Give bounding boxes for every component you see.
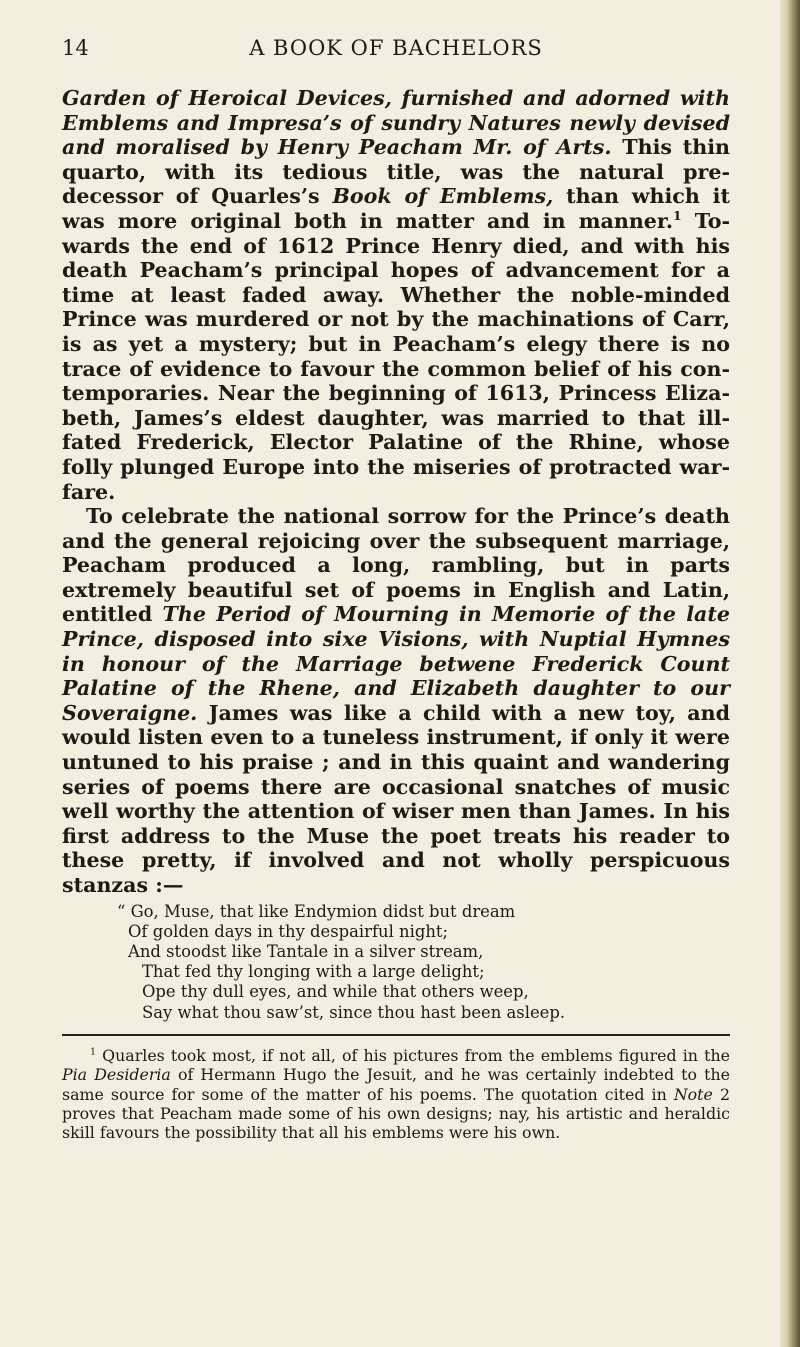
book-title-period-of-mourning: The Period of Mourning in Memorie of the late Prince, disposed into sixe Visions, with Nuptial Hymnes in honour of the Marriage betwene Frederick Count Palatine of the Rhene, and Elizabeth daughter to our Soveraigne.: [62, 602, 731, 725]
book-title-book-of-emblems: Book of Emblems,: [332, 184, 554, 209]
verse-line-1: “ Go, Muse, that like Endymion didst but dream: [117, 901, 516, 921]
paragraph-1-text-c: To-wards the end of 1612 Prince Henry died, and with his death Peacham’s principal hopes of advancement for a time at least faded away. Whether the noble-minded Prince was murdered or not by the machinations of Carr, is as yet a mystery; but in Peacham’s elegy there is no trace of evidence to favour the common belief of his con-temporaries. Near the beginning of 1613, Princess Eliza-beth, James’s eldest daughter, was married to that ill-fated Frederick, Elector Palatine of the Rhine, whose folly plunged Europe into the miseries of protracted war-fare.: [62, 208, 730, 504]
footnote-text-a: Quarles took most, if not all, of his pictures from the emblems figured in the: [96, 1045, 730, 1065]
paragraph-2-text-b: James was like a child with a new toy, and would listen even to a tuneless instrument, if only it were untuned to his praise ; and in this quaint and wandering series of poems there are occasional snatches of music well worthy the attention of wiser men than James. In his first address to the Muse the poet treats his reader to these pretty, if involved and not wholly perspicuous stanzas :—: [62, 700, 730, 897]
verse-line-4: That fed thy longing with a large delight;: [142, 962, 485, 982]
footnote-text-b: of Hermann Hugo the Jesuit, and he was certainly indebted to the same source for some of the matter of his poems. The quotation cited in: [62, 1065, 730, 1104]
page-header: [62, 30, 730, 70]
footnote-title-pia-desideria: Pia Desideria: [62, 1065, 171, 1085]
verse-line-2: Of golden days in thy despairful night;: [128, 921, 449, 941]
footnote-note-label: Note: [673, 1084, 713, 1104]
paragraph-1-text-b: than which it was more original both in matter and in manner.: [62, 184, 730, 233]
verse-line-5: Ope thy dull eyes, and while that others weep,: [142, 982, 529, 1002]
verse-line-6: Say what thou saw’st, since thou hast been asleep.: [142, 1002, 566, 1022]
paragraph-2-text-a: To celebrate the national sorrow for the Prince’s death and the general rejoicing over the subsequent marriage, Peacham produced a long, rambling, but in parts extremely beautiful set of poems in English and Latin, entitled: [62, 504, 730, 627]
footnote-reference: 1: [673, 208, 682, 224]
page-number: 14: [62, 36, 89, 60]
paragraph-1: [62, 86, 730, 504]
verse-line-3: And stoodst like Tantale in a silver stream,: [128, 942, 484, 961]
paragraph-1-text-a: This thin quarto, with its tedious title, was the natural pre-decessor of Quarles’s: [62, 135, 730, 209]
book-page: [62, 30, 730, 1143]
footnote-text-c: 2 proves that Peacham made some of his own designs; nay, his artistic and heraldic skill favours the possibility that all his emblems were his own.: [62, 1084, 730, 1143]
body-text: [62, 86, 730, 1023]
footnote: [62, 1046, 730, 1143]
page-edge-shadow: [780, 0, 800, 1347]
footnote-mark: 1: [90, 1046, 97, 1058]
paragraph-2: [62, 504, 730, 898]
footnote-divider: [62, 1034, 730, 1036]
verse-stanza: [62, 902, 730, 1023]
running-head: A BOOK OF BACHELORS: [249, 36, 543, 60]
book-title-garden-of-heroical-devices: Garden of Heroical Devices, furnished and adorned with Emblems and Impresa’s of sundry Natures newly devised and moralised by Henry Peacham Mr. of Arts.: [62, 86, 730, 160]
